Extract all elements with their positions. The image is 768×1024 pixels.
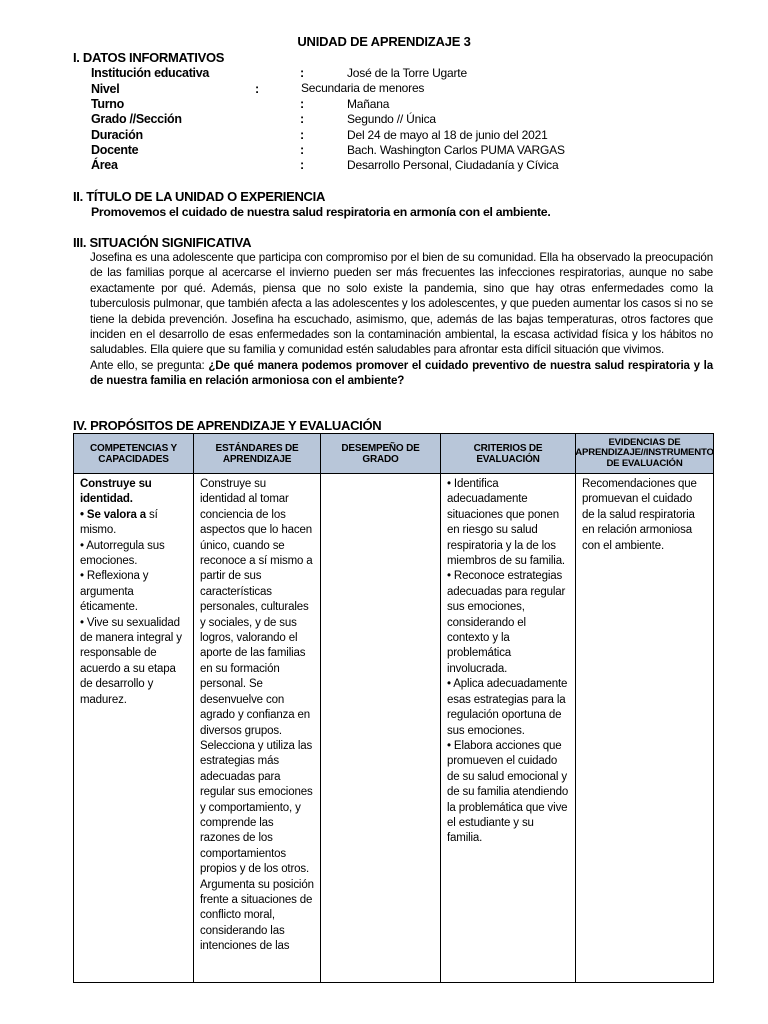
info-colon: : bbox=[300, 158, 305, 172]
info-label-docente: Docente bbox=[91, 143, 139, 157]
purposes-table bbox=[73, 433, 714, 983]
situacion-significativa bbox=[90, 250, 713, 389]
document-title: UNIDAD DE APRENDIZAJE 3 bbox=[297, 34, 471, 49]
list-item: • Aplica adecuadamente esas estrategias para la regulación oportuna de sus emociones. bbox=[447, 678, 568, 737]
question-prefix: Ante ello, se pregunta: bbox=[90, 358, 209, 372]
info-value-docente: Bach. Washington Carlos PUMA VARGAS bbox=[347, 143, 565, 157]
situacion-question-block bbox=[90, 358, 713, 389]
unit-title: Promovemos el cuidado de nuestra salud respiratoria en armonía con el ambiente. bbox=[91, 205, 551, 219]
situacion-paragraph: Josefina es una adolescente que participa con compromiso por el bien de su comunidad. Ella ha observado la preocupación de las familias porque al acercarse el invierno pueden ser más frecuentes las infecciones respiratorias, aunque no sabe exactamente por qué. Además, piensa que no solo existe la pandemia, sino que hay otras enfermedades como la tuberculosis pulmonar, que también afecta a las adolescentes y los adolescentes, y que pueden aumentar los casos si no se tiene la debida prevención. Josefina ha escuchado, asimismo, que, además de las bajas temperaturas, otros factores que inciden en el desarrollo de esas enfermedades son la contaminación ambiental, la escasa actividad física y los hábitos no saludables. Ella quiere que su familia y comunidad estén saludables para afrontar esta difícil situación que vivimos. bbox=[90, 251, 713, 357]
header-evidencias: EVIDENCIAS DE APRENDIZAJE//INSTRUMENTO DE EVALUACIÓN bbox=[576, 434, 713, 474]
info-colon: : bbox=[300, 143, 305, 157]
header-desempeno: DESEMPEÑO DE GRADO bbox=[321, 434, 441, 474]
list-item: • Identifica adecuadamente situaciones que ponen en riesgo su salud respiratoria y la de los miembros de su familia. bbox=[447, 478, 565, 568]
list-item: • Elabora acciones que promueven el cuidado de su salud emocional y de su familia atendiendo la problemática que vive el estudiante y su familia. bbox=[447, 739, 569, 845]
info-value-grado: Segundo // Única bbox=[347, 112, 436, 126]
list-item: • Autorregula sus emociones. bbox=[80, 539, 165, 568]
section-1-heading: I. DATOS INFORMATIVOS bbox=[73, 50, 225, 65]
header-competencias: COMPETENCIAS Y CAPACIDADES bbox=[74, 434, 194, 474]
info-colon: : bbox=[300, 97, 305, 111]
section-4-heading: IV. PROPÓSITOS DE APRENDIZAJE Y EVALUACIÓN bbox=[73, 418, 382, 433]
cell-desempeno bbox=[321, 474, 441, 983]
cell-criterios bbox=[441, 474, 576, 983]
cell-competencias bbox=[74, 474, 194, 983]
info-value-duracion: Del 24 de mayo al 18 de junio del 2021 bbox=[347, 128, 548, 142]
section-2-heading: II. TÍTULO DE LA UNIDAD O EXPERIENCIA bbox=[73, 189, 326, 204]
info-value-turno: Mañana bbox=[347, 97, 390, 111]
list-item: • Reflexiona y argumenta éticamente. bbox=[80, 570, 149, 614]
info-colon: : bbox=[255, 82, 260, 96]
info-colon: : bbox=[300, 112, 305, 126]
info-colon: : bbox=[300, 66, 305, 80]
info-colon: : bbox=[300, 128, 305, 142]
list-item: • Vive su sexualidad de manera integral y responsable de acuerdo a su etapa de desarrollo y madurez. bbox=[80, 616, 182, 706]
header-estandares: ESTÁNDARES DE APRENDIZAJE bbox=[194, 434, 321, 474]
list-item: • Reconoce estrategias adecuadas para regular sus emociones, considerando el contexto y la problemática involucrada. bbox=[447, 570, 566, 675]
info-value-area: Desarrollo Personal, Ciudadanía y Cívica bbox=[347, 158, 559, 172]
competencia-title: Construye su identidad. bbox=[80, 478, 152, 506]
section-3-heading: III. SITUACIÓN SIGNIFICATIVA bbox=[73, 235, 252, 250]
cell-evidencias: Recomendaciones que promuevan el cuidado de la salud respiratoria en relación armoniosa con el ambiente. bbox=[582, 478, 697, 552]
info-label-area: Área bbox=[91, 158, 118, 172]
info-label-institucion: Institución educativa bbox=[91, 66, 210, 80]
cell-estandares: Construye su identidad al tomar conciencia de los aspectos que lo hacen único, cuando se reconoce a sí mismo a partir de sus características personales, culturales y sociales, y de sus logros, valorando el aporte de las familias en su formación personal. Se desenvuelve con agrado y confianza en diversos grupos. Selecciona y utiliza las estrategias más adecuadas para regular sus emociones y comportamiento, y comprende las razones de los comportamientos propios y de los otros. Argumenta su posición frente a situaciones de conflicto moral, considerando las intenciones de las bbox=[194, 474, 321, 983]
header-criterios: CRITERIOS DE EVALUACIÓN bbox=[441, 434, 576, 474]
info-label-turno: Turno bbox=[91, 97, 124, 111]
info-label-duracion: Duración bbox=[91, 128, 143, 142]
info-value-nivel: Secundaria de menores bbox=[301, 81, 425, 95]
info-label-grado: Grado //Sección bbox=[91, 112, 182, 126]
capacidad-valora: • Se valora a sí mismo. bbox=[80, 508, 158, 537]
info-value-institucion: José de la Torre Ugarte bbox=[347, 66, 467, 80]
guiding-question: ¿De qué manera podemos promover el cuidado preventivo de nuestra salud respiratoria y la de nuestra familia en relación armoniosa con el ambiente? bbox=[90, 358, 713, 388]
info-label-nivel: Nivel bbox=[91, 82, 120, 96]
